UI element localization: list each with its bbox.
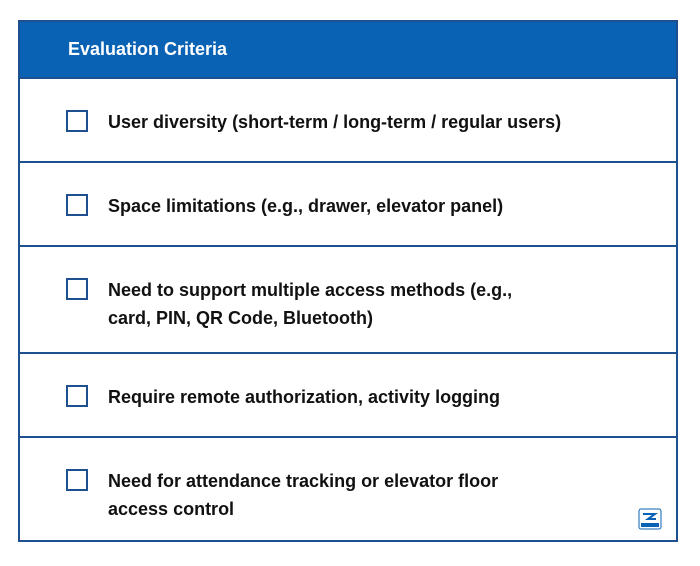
criteria-label-access-methods: Need to support multiple access methods (e.g., card, PIN, QR Code, Bluetooth): [108, 280, 513, 328]
checkbox-attendance-tracking[interactable]: [66, 469, 88, 491]
criteria-label-space-limitations: Space limitations (e.g., drawer, elevator panel): [108, 196, 504, 216]
criteria-label-user-diversity: User diversity (short-term / long-term / regular users): [108, 112, 562, 132]
checkbox-remote-authorization[interactable]: [66, 385, 88, 407]
criteria-row-space-limitations: [20, 163, 676, 247]
panel-title: Evaluation Criteria: [68, 39, 228, 59]
criteria-row-user-diversity: [20, 79, 676, 163]
evaluation-criteria-panel: [18, 20, 678, 542]
criteria-row-access-methods: [20, 247, 676, 354]
checkbox-space-limitations[interactable]: [66, 194, 88, 216]
criteria-row-attendance-tracking: [20, 438, 676, 542]
panel-header: [20, 22, 676, 79]
checkbox-access-methods[interactable]: [66, 278, 88, 300]
criteria-label-remote-authorization: Require remote authorization, activity logging: [108, 387, 501, 407]
criteria-label-attendance-tracking: Need for attendance tracking or elevator floor access control: [108, 471, 499, 519]
checkbox-user-diversity[interactable]: [66, 110, 88, 132]
brand-logo-icon: [638, 508, 662, 530]
criteria-row-remote-authorization: [20, 354, 676, 438]
